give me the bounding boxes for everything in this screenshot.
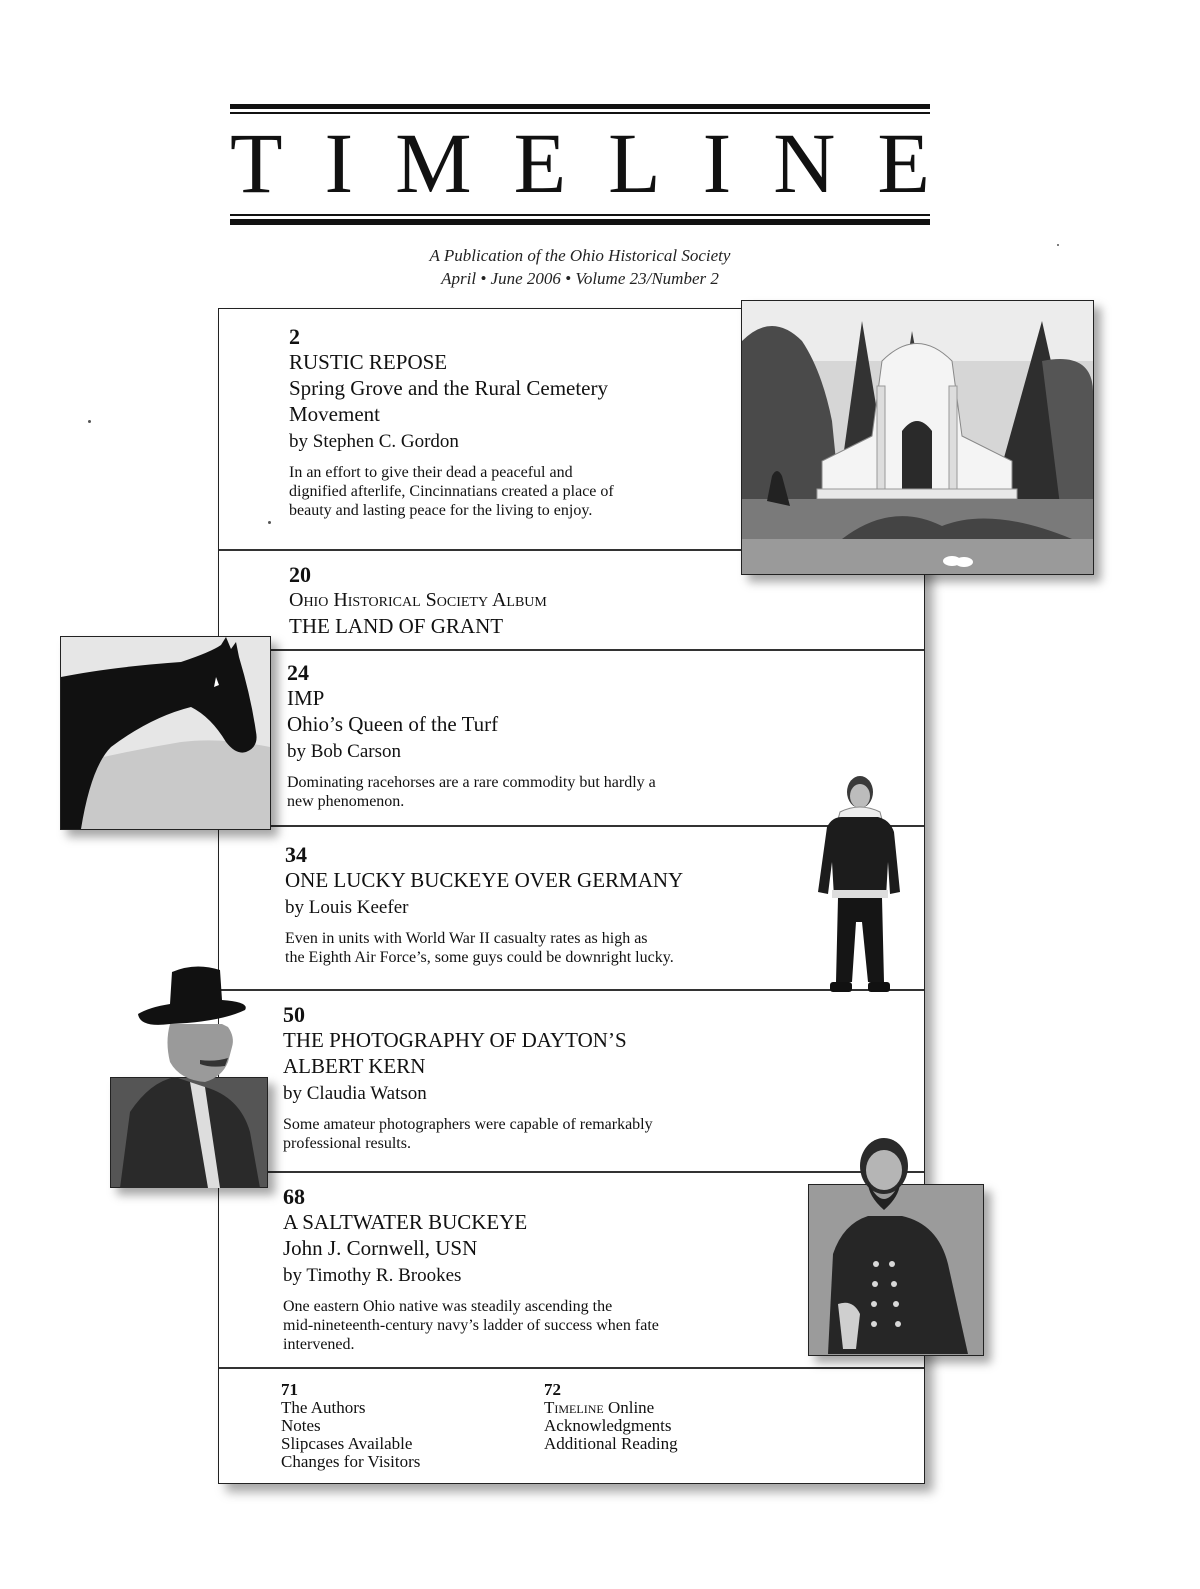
title-letter: I <box>702 115 732 211</box>
department-item-text: Online <box>607 1398 655 1417</box>
departments-column-71[interactable] <box>281 1381 420 1471</box>
dek-line: professional results. <box>283 1135 411 1152</box>
article-dek <box>283 1115 823 1153</box>
page-number: 71 <box>281 1380 298 1399</box>
dek-line: dignified afterlife, Cincinnatians created a place of <box>289 483 614 500</box>
article-title: ONE LUCKY BUCKEYE OVER GERMANY <box>285 868 684 892</box>
masthead-top-rule-thick <box>230 104 930 109</box>
article-subtitle: John J. Cornwell, USN <box>283 1236 478 1260</box>
department-title: Ohio Historical Society Album <box>289 589 547 611</box>
department-item <box>544 1399 678 1417</box>
dek-line: Some amateur photographers were capable of remarkably <box>283 1116 653 1133</box>
article-dek <box>289 463 749 520</box>
naval-officer-portrait-image <box>808 1134 984 1356</box>
section-divider <box>219 1367 924 1369</box>
man-in-hat-portrait-image <box>110 962 270 1188</box>
article-dek <box>285 929 825 967</box>
byline: by Stephen C. Gordon <box>289 431 459 452</box>
article-title: A SALTWATER BUCKEYE <box>283 1210 528 1234</box>
title-letter: M <box>395 115 472 211</box>
masthead-bottom-rule-thin <box>230 214 930 216</box>
toc-entry[interactable] <box>283 1185 823 1354</box>
scan-speck <box>88 420 91 423</box>
department-item: Acknowledgments <box>544 1416 672 1435</box>
airman-in-flight-jacket-image <box>812 772 906 1010</box>
title-letter: E <box>877 115 930 211</box>
dek-line: new phenomenon. <box>287 793 405 810</box>
toc-entry[interactable] <box>287 661 807 811</box>
article-title: IMP <box>287 686 325 710</box>
airman-icon <box>812 772 906 1010</box>
article-subtitle: Spring Grove and the Rural Cemetery <box>289 376 608 400</box>
department-item: The Authors <box>281 1398 366 1417</box>
department-item: Additional Reading <box>544 1434 678 1453</box>
scan-speck <box>1057 244 1059 246</box>
masthead-bottom-rule-thick <box>230 219 930 225</box>
article-title: THE PHOTOGRAPHY OF DAYTON’S <box>283 1028 627 1052</box>
title-letter: E <box>513 115 567 211</box>
title-letter: I <box>324 115 354 211</box>
title-letter: N <box>773 115 836 211</box>
naval-officer-icon <box>808 1134 984 1356</box>
page-number: 20 <box>289 562 311 587</box>
page-number: 50 <box>283 1002 305 1027</box>
article-subtitle: Movement <box>289 402 380 426</box>
article-dek <box>287 773 807 811</box>
toc-entry[interactable] <box>285 843 825 967</box>
article-subtitle: Ohio’s Queen of the Turf <box>287 712 499 736</box>
page-number: 34 <box>285 842 307 867</box>
dek-line: intervened. <box>283 1336 355 1353</box>
page-number: 2 <box>289 324 300 349</box>
section-divider <box>219 649 924 651</box>
dek-line: Even in units with World War II casualty rates as high as <box>285 930 648 947</box>
article-title: RUSTIC REPOSE <box>289 350 448 374</box>
dek-line: the Eighth Air Force’s, some guys could be downright lucky. <box>285 949 674 966</box>
page-number: 24 <box>287 660 309 685</box>
masthead-top-rule-thin <box>230 112 930 114</box>
department-item: Changes for Visitors <box>281 1452 421 1471</box>
scan-speck <box>268 521 271 524</box>
dek-line: mid-nineteenth-century navy’s ladder of success when fate <box>283 1317 659 1334</box>
publisher-line: A Publication of the Ohio Historical Society <box>429 246 731 265</box>
page-number: 68 <box>283 1184 305 1209</box>
byline: by Claudia Watson <box>283 1083 427 1104</box>
page-number: 72 <box>544 1380 561 1399</box>
man-in-hat-icon <box>110 962 270 1188</box>
departments-column-72[interactable] <box>544 1381 678 1453</box>
horse-portrait-image <box>60 636 271 830</box>
horse-icon <box>61 637 270 829</box>
toc-entry[interactable] <box>289 563 809 639</box>
article-subtitle: THE LAND OF GRANT <box>289 614 504 638</box>
byline: by Bob Carson <box>287 741 401 762</box>
dek-line: One eastern Ohio native was steadily ascending the <box>283 1298 613 1315</box>
cemetery-icon <box>742 301 1093 574</box>
magazine-title <box>230 115 930 211</box>
toc-entry[interactable] <box>289 325 749 520</box>
article-title: ALBERT KERN <box>283 1054 426 1078</box>
cemetery-engraving-image <box>741 300 1094 575</box>
toc-entry[interactable] <box>283 1003 823 1153</box>
article-dek <box>283 1297 823 1354</box>
byline: by Timothy R. Brookes <box>283 1265 462 1286</box>
byline: by Louis Keefer <box>285 897 409 918</box>
title-letter: L <box>608 115 661 211</box>
title-letter: T <box>230 115 283 211</box>
department-item: Slipcases Available <box>281 1434 413 1453</box>
dek-line: beauty and lasting peace for the living to enjoy. <box>289 502 593 519</box>
dek-line: Dominating racehorses are a rare commodity but hardly a <box>287 774 656 791</box>
issue-line: April • June 2006 • Volume 23/Number 2 <box>441 269 719 288</box>
timeline-wordmark: Timeline <box>544 1398 604 1417</box>
dek-line: In an effort to give their dead a peaceful and <box>289 464 573 481</box>
department-item: Notes <box>281 1416 321 1435</box>
